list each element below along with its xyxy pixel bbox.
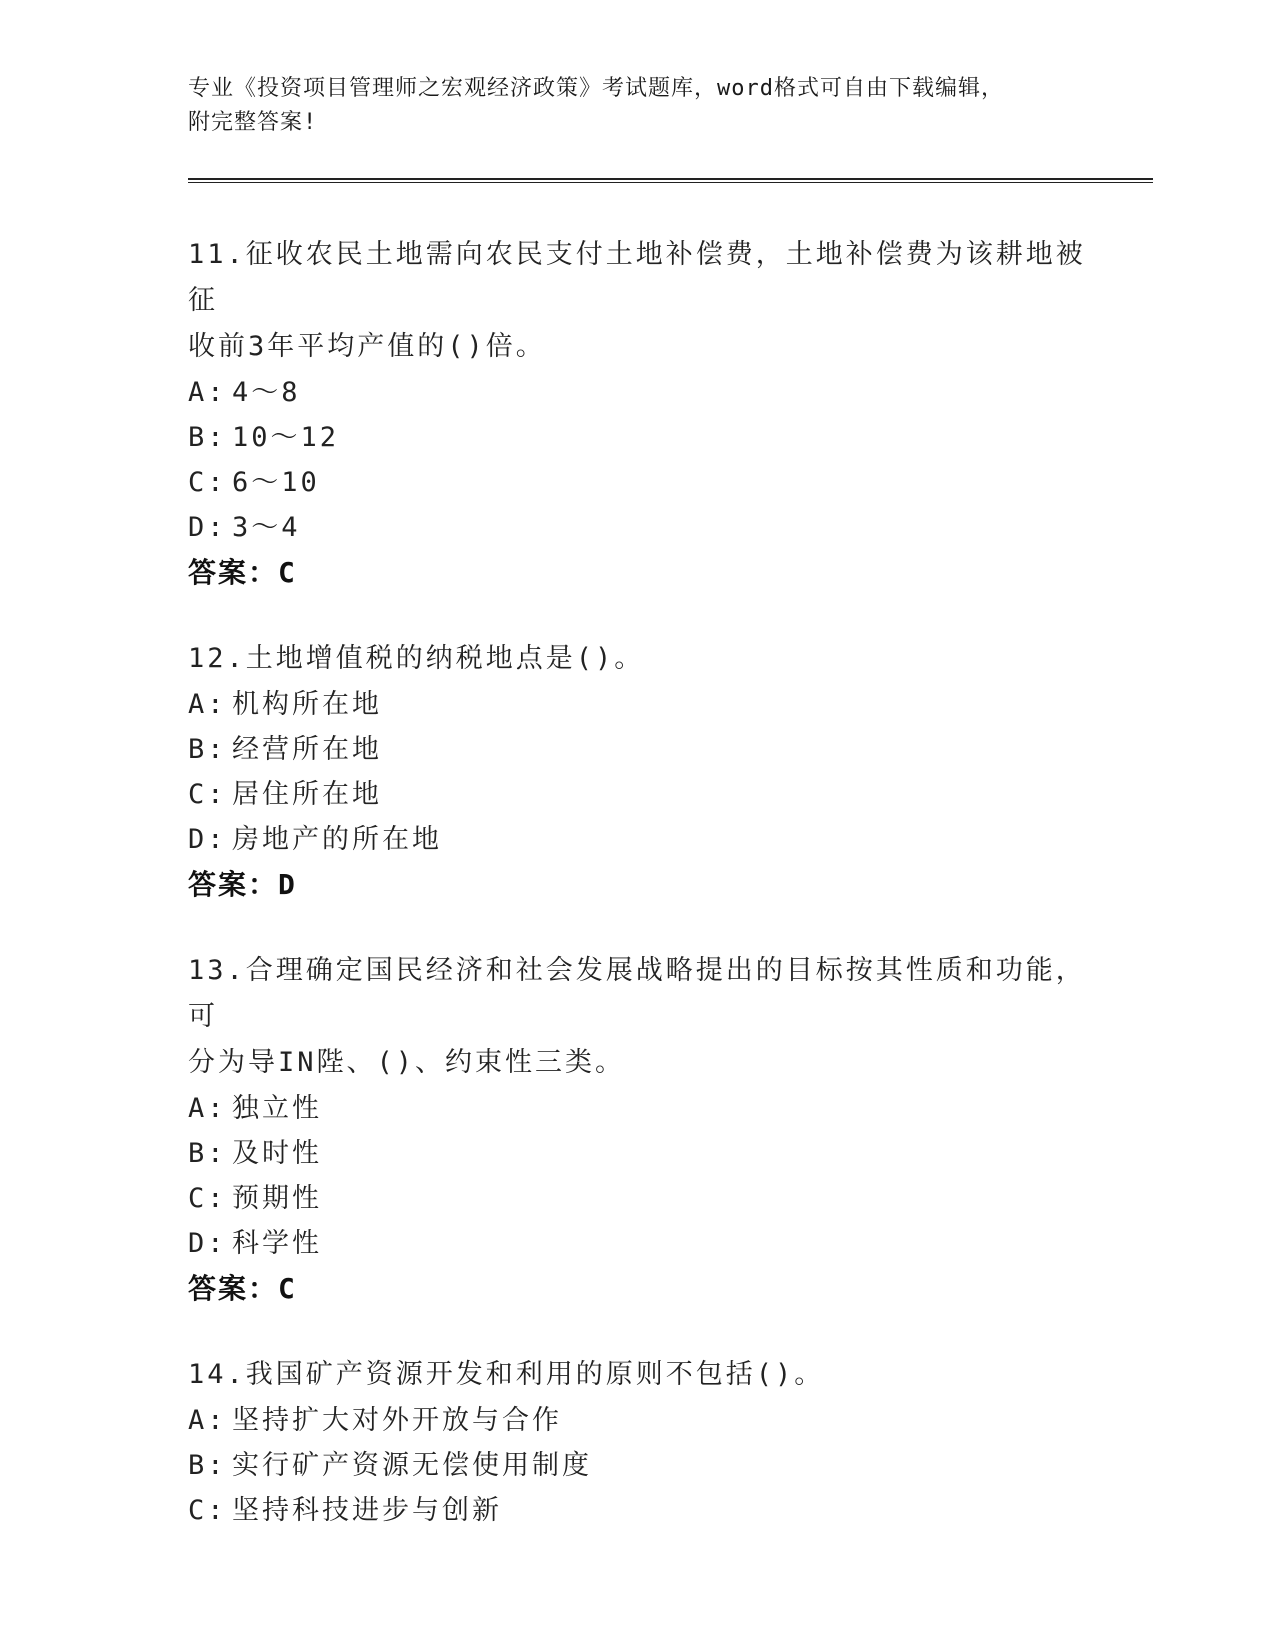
option-text: 4～8 [232,377,301,408]
option-text: 机构所在地 [232,689,382,720]
question-stem: 11.征收农民土地需向农民支付土地补偿费，土地补偿费为该耕地被征 [188,239,1086,316]
option-letter: B: [188,734,227,765]
question-stem-continued: 收前3年平均产值的()倍。 [188,331,546,362]
option-letter: C: [188,1495,227,1526]
header-line-1: 专业《投资项目管理师之宏观经济政策》考试题库，word格式可自由下载编辑， [188,76,1004,101]
option-text: 独立性 [232,1093,322,1124]
answer-line: 答案：C [188,556,297,589]
option-c [188,1488,1088,1533]
option-c [188,772,1088,817]
header-line-2: 附完整答案! [188,110,318,135]
option-letter: A: [188,689,227,720]
header-divider [188,178,1153,183]
answer-line: 答案：D [188,868,297,901]
option-letter: D: [188,512,227,543]
option-text: 实行矿产资源无偿使用制度 [232,1450,592,1481]
option-letter: B: [188,422,227,453]
option-b [188,1131,1088,1176]
option-letter: B: [188,1450,227,1481]
option-text: 坚持科技进步与创新 [232,1495,502,1526]
answer-line: 答案：C [188,1272,297,1305]
option-a [188,682,1088,727]
option-letter: A: [188,1093,227,1124]
option-text: 居住所在地 [232,779,382,810]
question-12 [188,636,1088,908]
option-letter: C: [188,779,227,810]
question-stem: 14.我国矿产资源开发和利用的原则不包括()。 [188,1359,825,1390]
option-text: 6～10 [232,467,320,498]
question-stem: 12.土地增值税的纳税地点是()。 [188,643,645,674]
question-list [188,232,1088,1573]
option-text: 经营所在地 [232,734,382,765]
question-13 [188,948,1088,1312]
question-11 [188,232,1088,596]
option-a [188,370,1088,415]
option-text: 科学性 [232,1228,322,1259]
option-d [188,505,1088,550]
question-stem: 13.合理确定国民经济和社会发展战略提出的目标按其性质和功能，可 [188,955,1086,1032]
option-letter: C: [188,467,227,498]
document-header [188,72,1088,140]
option-c [188,460,1088,505]
option-text: 3～4 [232,512,301,543]
option-b [188,415,1088,460]
option-letter: D: [188,824,227,855]
option-text: 预期性 [232,1183,322,1214]
option-text: 房地产的所在地 [232,824,442,855]
option-text: 10～12 [232,422,340,453]
question-14 [188,1352,1088,1533]
option-letter: B: [188,1138,227,1169]
option-text: 及时性 [232,1138,322,1169]
option-letter: C: [188,1183,227,1214]
option-letter: D: [188,1228,227,1259]
option-b [188,1443,1088,1488]
option-letter: A: [188,1405,227,1436]
option-b [188,727,1088,772]
option-text: 坚持扩大对外开放与合作 [232,1405,562,1436]
option-d [188,1221,1088,1266]
option-letter: A: [188,377,227,408]
question-stem-continued: 分为导IN陛、()、约束性三类。 [188,1047,626,1078]
option-a [188,1398,1088,1443]
option-c [188,1176,1088,1221]
option-a [188,1086,1088,1131]
option-d [188,817,1088,862]
